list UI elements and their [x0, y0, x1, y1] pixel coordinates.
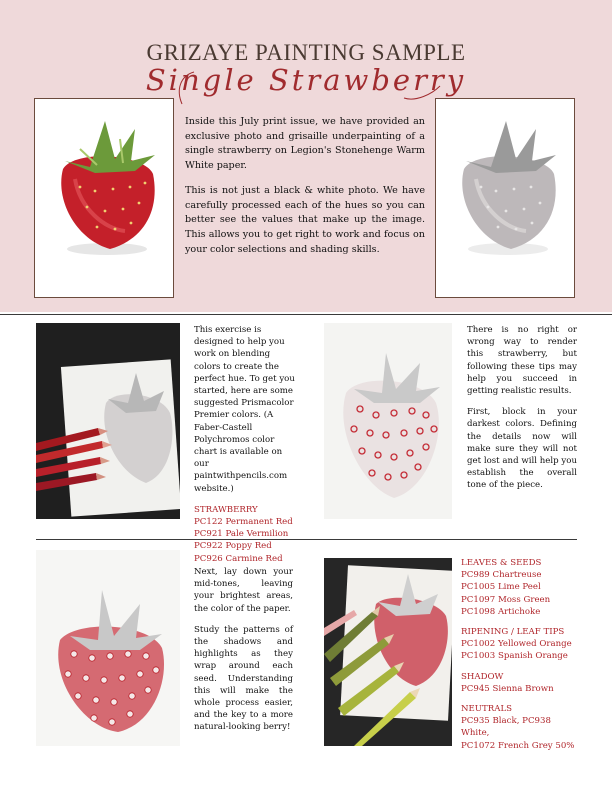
step3-paragraph-2: Study the patterns of the shadows and highlights as they wrap around each seed. Understanding this will make the whole process easier, and the key to a more natural-looking berry!: [194, 624, 293, 733]
section-divider-middle: [36, 539, 577, 540]
list-spacer: [461, 695, 581, 703]
color-item: PC122 Permanent Red: [194, 517, 293, 528]
shadow-heading: SHADOW: [461, 671, 504, 682]
intro-paragraph-1: Inside this July print issue, we have provided an exclusive photo and grisaille underpainting of a single strawberry on Legion's Stonehenge Warm White paper.: [185, 116, 425, 172]
step4-photo: [324, 558, 452, 746]
step4-color-lists: [461, 557, 581, 752]
strawberry-grisaille-photo: [436, 99, 574, 297]
neutrals-heading: NEUTRALS: [461, 704, 513, 715]
leaves-heading: LEAVES & SEEDS: [461, 558, 542, 568]
intro-paragraph-2: This is not just a black & white photo. We have carefully processed each of the hues so you can better see the values that make up the image. This allows you to get right to work and focus on your color selections and shading skills.: [185, 184, 425, 255]
color-item: PC1003 Spanish Orange: [461, 651, 568, 662]
color-item: PC1005 Lime Peel: [461, 582, 541, 593]
color-item: PC945 Sienna Brown: [461, 683, 554, 694]
step2-paragraph-2: First, block in your darkest colors. Defining the details now will make sure they will not get lost and will help you establish the overall tone of the piece.: [467, 407, 577, 491]
color-item: PC1072 French Grey 50%: [461, 740, 575, 751]
color-item: PC1097 Moss Green: [461, 594, 551, 605]
strawberry-color-list: [194, 504, 299, 565]
color-item: PC922 Poppy Red: [194, 541, 272, 552]
color-item: PC926 Carmine Red: [194, 553, 283, 564]
step1-photo: [36, 323, 180, 519]
subtitle-swash-left: [174, 70, 196, 110]
step3-text: [194, 566, 293, 743]
list-spacer: [461, 618, 581, 626]
step2-photo: [324, 323, 452, 519]
step2-text: [467, 324, 577, 501]
step3-paragraph-1: Next, lay down your mid-tones, leaving your brightest areas, the color of the paper.: [194, 567, 293, 614]
list-spacer: [461, 663, 581, 671]
step3-photo: [36, 550, 180, 746]
color-item: PC1002 Yellowed Orange: [461, 639, 572, 650]
page-title: GRIZAYE PAINTING SAMPLE: [146, 40, 466, 65]
photo-frame-color: [34, 98, 174, 298]
step1-text: [194, 324, 299, 565]
color-item: PC989 Chartreuse: [461, 570, 542, 581]
ripening-heading: RIPENING / LEAF TIPS: [461, 627, 565, 638]
color-item: PC935 Black, PC938 White,: [461, 716, 551, 739]
color-item: PC1098 Artichoke: [461, 606, 541, 617]
photo-frame-grisaille: [435, 98, 575, 298]
step1-paragraph: This exercise is designed to help you work on blending colors to create the perfect hue. To get you started, here are some suggested Prismacolor Premier colors. (A Faber-Castell Polychromos color chart is available on our paintwithpencils.com website.): [194, 325, 295, 494]
strawberry-heading: STRAWBERRY: [194, 504, 258, 515]
color-item: PC921 Pale Vermilion: [194, 529, 289, 540]
step2-paragraph-1: There is no right or wrong way to render this strawberry, but following these tips may help you succeed in getting realistic results.: [467, 325, 577, 397]
page-subtitle: Single Strawberry: [145, 63, 467, 97]
strawberry-color-photo: [35, 99, 173, 297]
intro-text: [185, 115, 425, 267]
section-divider-top: [0, 314, 612, 315]
